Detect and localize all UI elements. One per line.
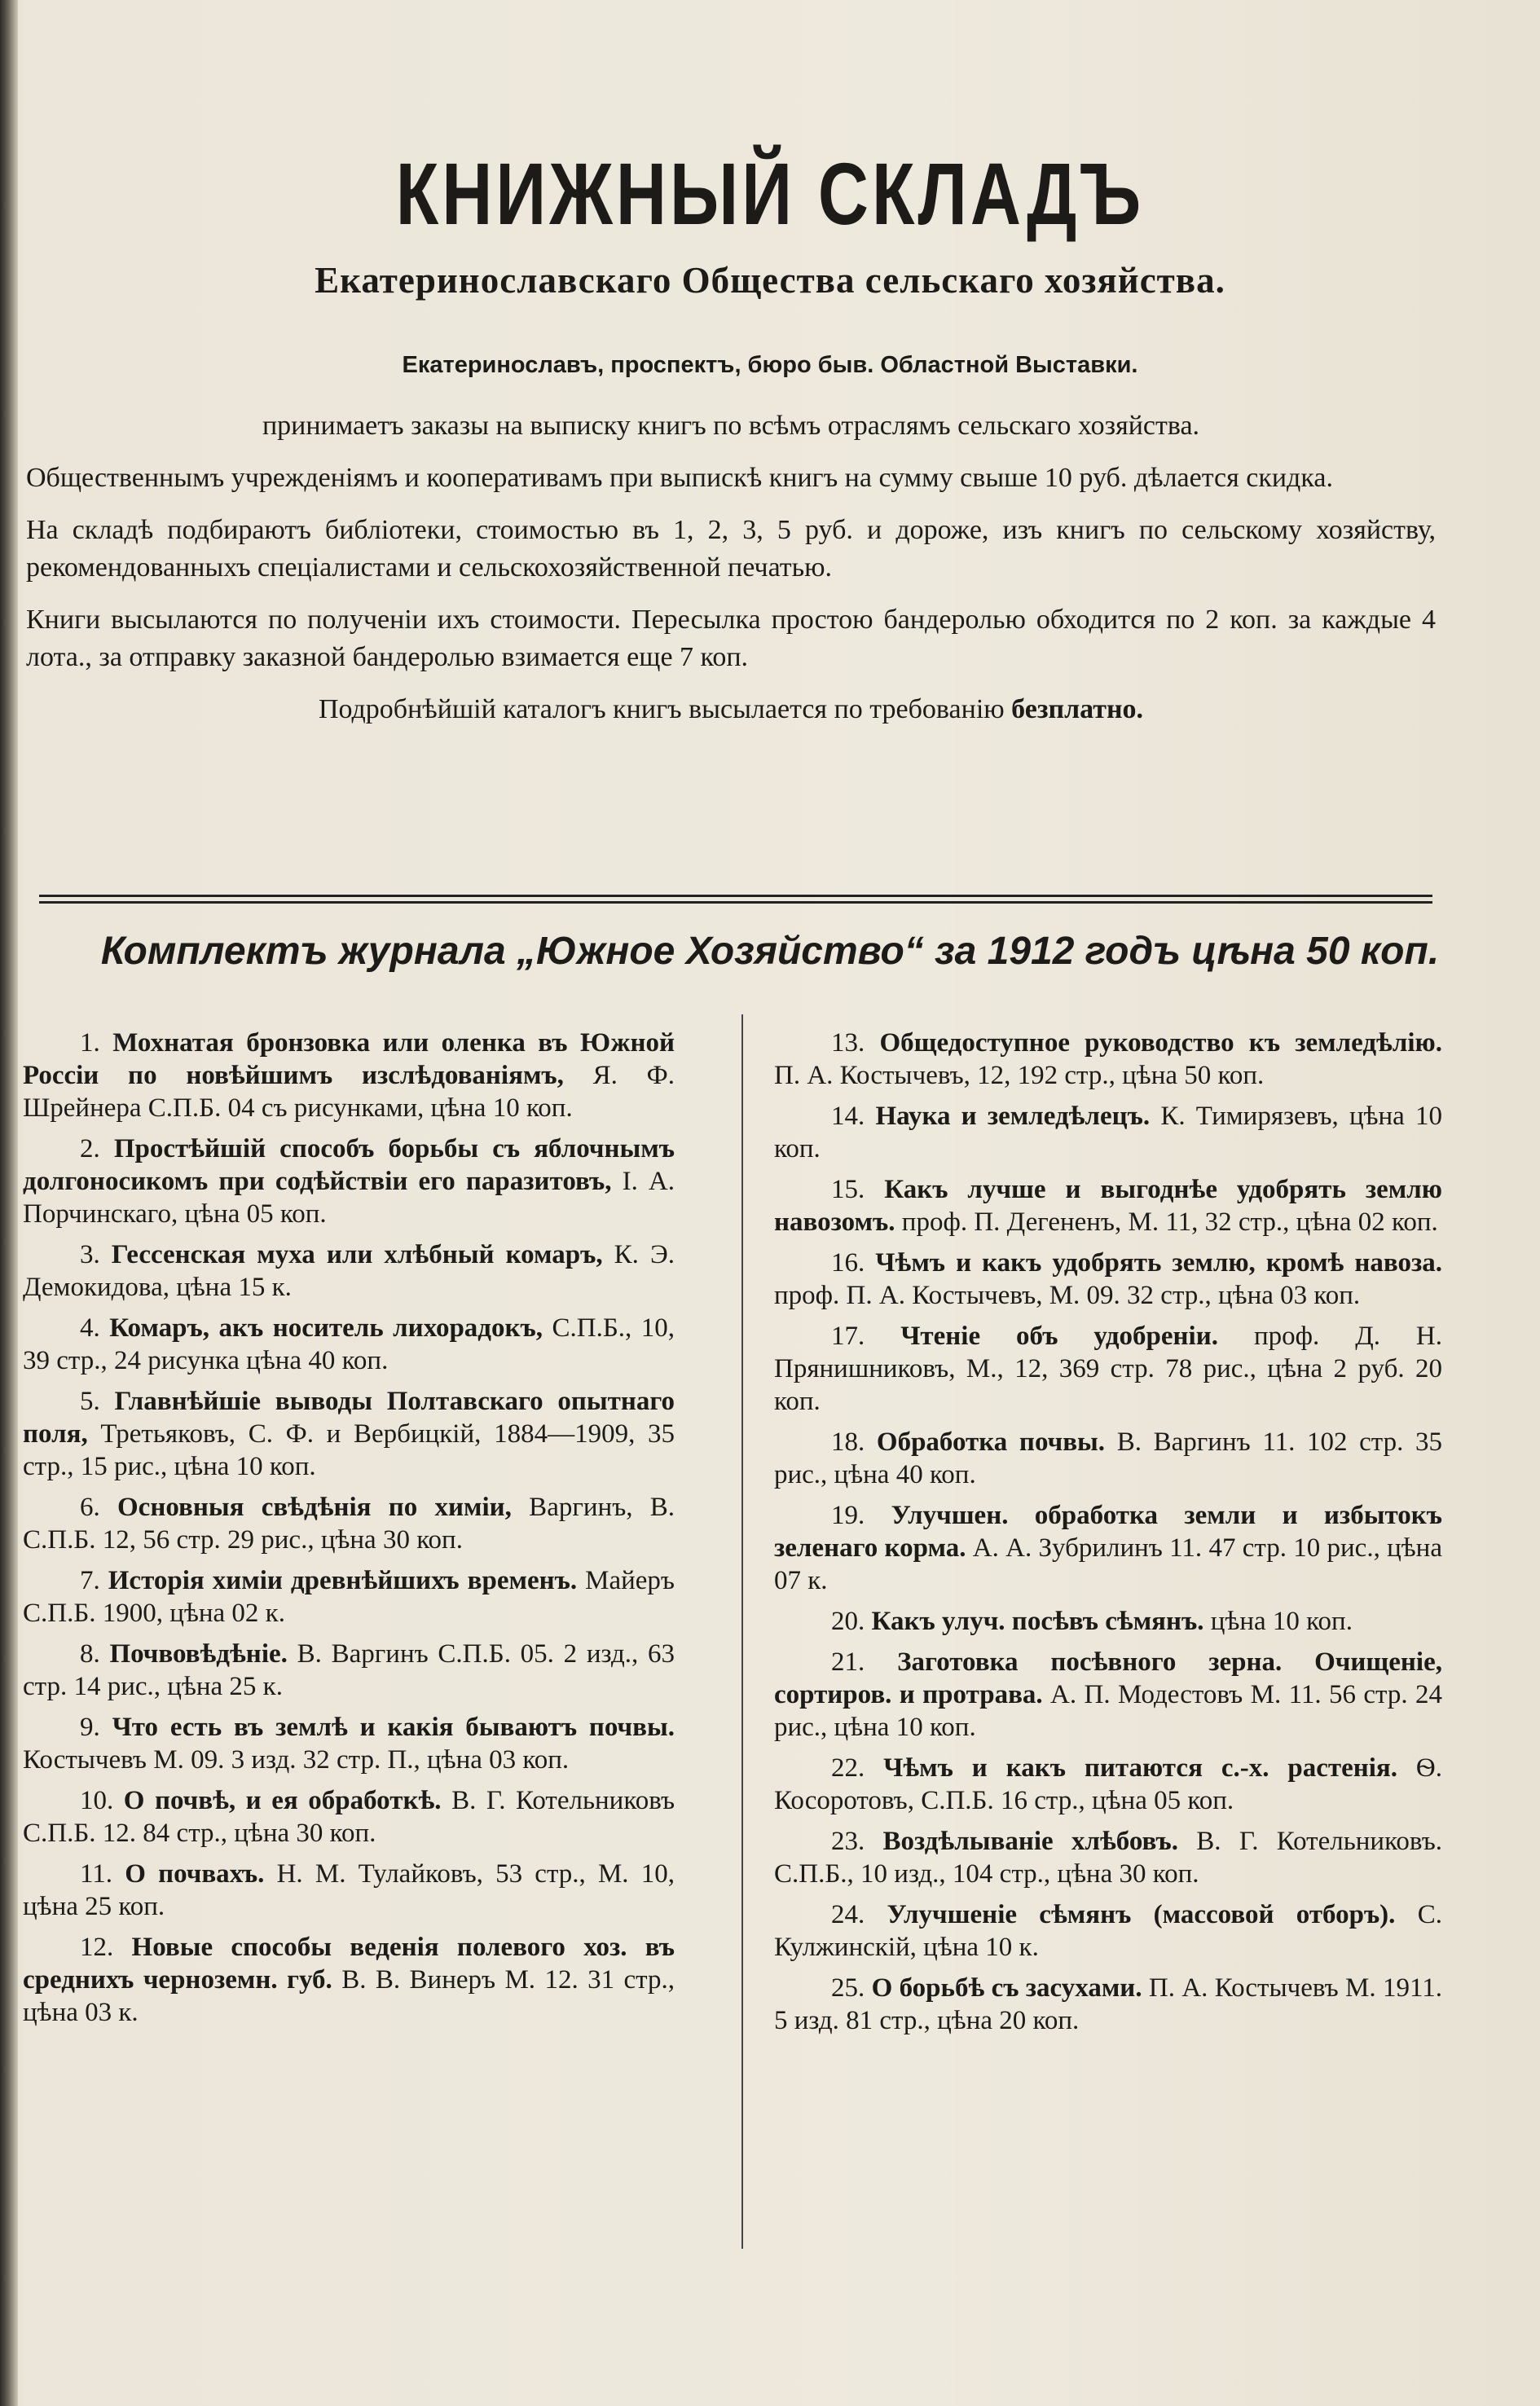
catalog-note-free: безплатно. — [1011, 694, 1144, 724]
book-title-text: О почвѣ, и ея обработкѣ. — [123, 1786, 442, 1815]
book-details: К. Э. Демокидова, цѣна 15 к. — [23, 1240, 675, 1302]
book-list-item — [23, 1238, 675, 1304]
book-number: 18. — [831, 1427, 877, 1457]
intro-text — [26, 407, 1436, 743]
book-details: В. Варгинъ С.П.Б. 05. 2 изд., 63 стр. 14 рис., цѣна 25 к. — [23, 1639, 675, 1701]
book-details: Костычевъ М. 09. 3 изд. 32 стр. П., цѣна 03 коп. — [23, 1745, 570, 1775]
book-title — [774, 1322, 1218, 1351]
book-list-item — [23, 1027, 675, 1124]
book-number: 10. — [80, 1786, 124, 1815]
book-list-item — [774, 1972, 1442, 2037]
book-title-text: Почвовѣдѣніе. — [109, 1639, 288, 1669]
book-list-item — [23, 1931, 675, 2029]
book-list-item — [23, 1491, 675, 1556]
intro-paragraph-5 — [26, 691, 1436, 728]
book-title-text: О почвахъ. — [125, 1859, 265, 1889]
book-number: 6. — [80, 1493, 117, 1522]
book-list-item — [774, 1646, 1442, 1744]
book-list-item — [774, 1426, 1442, 1491]
book-details: С.П.Б., 10, 39 стр., 24 рисунка цѣна 40 коп. — [23, 1313, 675, 1375]
intro-paragraph-2: Общественнымъ учрежденіямъ и кооперативамъ при выпискѣ книгъ на сумму свыше 10 руб. дѣлается скидка. — [26, 463, 1333, 493]
book-title-text: Заготовка посѣвного зерна. Очищеніе, сортиров. и протрава. — [774, 1647, 1442, 1709]
book-title — [774, 1427, 1105, 1457]
book-title — [774, 1900, 1395, 1929]
book-number: 25. — [831, 1973, 872, 2003]
book-list-item — [774, 1605, 1442, 1638]
book-title-text: Комаръ, акъ носитель лихорадокъ, — [109, 1313, 543, 1343]
book-number: 16. — [831, 1248, 876, 1278]
book-title-text: Мохнатая бронзовка или оленка въ Южной Россіи по новѣйшимъ изслѣдованіямъ, — [23, 1028, 675, 1090]
book-number: 2. — [80, 1134, 114, 1163]
book-number: 17. — [831, 1322, 901, 1351]
book-details: В. Г. Котельниковъ С.П.Б. 12. 84 стр., цѣна 30 коп. — [23, 1786, 675, 1848]
book-list-item — [23, 1312, 675, 1377]
book-number: 3. — [80, 1240, 112, 1269]
book-details: Н. М. Тулайковъ, 53 стр., М. 10, цѣна 25 коп. — [23, 1859, 675, 1921]
book-number: 22. — [831, 1753, 884, 1783]
intro-paragraph-3: На складѣ подбираютъ библіотеки, стоимостью въ 1, 2, 3, 5 руб. и дороже, изъ книгъ по сельскому хозяйству, рекомендованныхъ спеціалистами и сельскохозяйственной печатью. — [26, 515, 1436, 583]
left-book-list — [23, 1027, 675, 2037]
book-number: 19. — [831, 1501, 891, 1530]
book-title — [774, 1028, 1442, 1058]
book-list-item — [23, 1564, 675, 1630]
book-title — [23, 1786, 442, 1815]
book-list-item — [23, 1638, 675, 1703]
book-title-text: Чтеніе объ удобреніи. — [900, 1322, 1218, 1351]
book-number: 20. — [831, 1607, 872, 1636]
book-details: І. А. Порчинскаго, цѣна 05 коп. — [23, 1167, 675, 1229]
book-list-item — [23, 1133, 675, 1230]
book-title — [23, 1639, 288, 1669]
book-number: 1. — [80, 1028, 113, 1058]
book-number: 24. — [831, 1900, 887, 1929]
book-number: 14. — [831, 1102, 876, 1131]
book-number: 13. — [831, 1028, 880, 1058]
book-title — [23, 1493, 512, 1522]
book-details: В. Варгинъ 11. 102 стр. 35 рис., цѣна 40 коп. — [774, 1427, 1443, 1489]
book-list-item — [774, 1752, 1442, 1817]
book-details: П. А. Костычевъ М. 1911. 5 изд. 81 стр., цѣна 20 коп. — [774, 1973, 1442, 2035]
page-title: КНИЖНЫЙ СКЛАДЪ — [395, 145, 1145, 244]
book-details: проф. П. А. Костычевъ, М. 09. 32 стр., цѣна 03 коп. — [774, 1281, 1361, 1310]
book-details: С. Кулжинскій, цѣна 10 к. — [774, 1900, 1442, 1962]
book-number: 5. — [80, 1387, 115, 1416]
book-details: цѣна 10 коп. — [1203, 1607, 1353, 1636]
book-title — [774, 1607, 1204, 1636]
book-details: А. П. Модестовъ М. 11. 56 стр. 24 рис., цѣна 10 коп. — [774, 1680, 1442, 1742]
book-details: Ѳ. Косоротовъ, С.П.Б. 16 стр., цѣна 05 коп. — [774, 1753, 1442, 1815]
book-number: 23. — [831, 1827, 883, 1856]
book-title — [23, 1240, 603, 1269]
book-list-item — [774, 1898, 1442, 1964]
book-list-item — [774, 1100, 1442, 1165]
book-list-item — [23, 1858, 675, 1923]
book-number: 9. — [80, 1713, 112, 1742]
book-details: В. В. Винеръ М. 12. 31 стр., цѣна 03 к. — [23, 1965, 675, 2027]
address-line: Екатеринославъ, проспектъ, бюро быв. Областной Выставки. — [402, 352, 1138, 378]
book-title-text: Воздѣлываніе хлѣбовъ. — [882, 1827, 1178, 1856]
book-title-text: Обработка почвы. — [876, 1427, 1106, 1457]
book-title-text: О борьбѣ съ засухами. — [871, 1973, 1142, 2003]
book-list-item — [23, 1385, 675, 1483]
book-number: 7. — [80, 1566, 108, 1595]
book-number: 21. — [831, 1647, 898, 1677]
book-number: 11. — [80, 1859, 125, 1889]
book-title — [774, 1248, 1442, 1278]
right-book-list — [774, 1027, 1442, 2045]
book-list-item — [23, 1784, 675, 1850]
book-title-text: Что есть въ землѣ и какія бываютъ почвы. — [112, 1713, 675, 1742]
book-details: В. Г. Котельниковъ. С.П.Б., 10 изд., 104 стр., цѣна 30 коп. — [774, 1827, 1443, 1889]
book-title — [774, 1827, 1178, 1856]
book-title-text: Чѣмъ и какъ удобрять землю, кромѣ навоза. — [875, 1248, 1443, 1278]
book-details: П. А. Костычевъ, 12, 192 стр., цѣна 50 коп. — [774, 1061, 1265, 1090]
book-details: проф. П. Дегененъ, М. 11, 32 стр., цѣна 02 коп. — [895, 1207, 1438, 1237]
book-title-text: Гессенская муха или хлѣбный комаръ, — [111, 1240, 603, 1269]
book-list-item — [774, 1173, 1442, 1238]
book-details: Я. Ф. Шрейнера С.П.Б. 04 съ рисунками, цѣна 10 коп. — [23, 1061, 675, 1123]
book-details: А. А. Зубрилинъ 11. 47 стр. 10 рис., цѣна 07 к. — [774, 1533, 1442, 1595]
book-title — [23, 1566, 577, 1595]
section-rule-top — [39, 895, 1432, 897]
book-title-text: Наука и земледѣлецъ. — [875, 1102, 1151, 1131]
book-list-item — [774, 1499, 1442, 1597]
catalog-note: Подробнѣйшій каталогъ книгъ высылается по требованію — [318, 694, 1005, 724]
book-title-text: Простѣйшій способъ борьбы съ яблочнымъ долгоносикомъ при содѣйствіи его паразитовъ, — [23, 1134, 675, 1196]
book-details: Третьяковъ, С. Ф. и Вербицкій, 1884—1909, 35 стр., 15 рис., цѣна 10 коп. — [23, 1419, 675, 1481]
book-title-text: Новые способы веденія полевого хоз. въ среднихъ черноземн. губ. — [23, 1933, 675, 1995]
section-heading: Комплектъ журнала „Южное Хозяйство“ за 1912 годъ цѣна 50 коп. — [100, 930, 1440, 973]
book-number: 4. — [80, 1313, 110, 1343]
intro-paragraph-1: принимаетъ заказы на выписку книгъ по всѣмъ отраслямъ сельскаго хозяйства. — [262, 411, 1200, 441]
book-number: 8. — [80, 1639, 110, 1669]
book-title-text: Какъ лучше и выгоднѣе удобрять землю навозомъ. — [774, 1175, 1442, 1237]
column-divider — [741, 1014, 743, 2249]
book-number: 12. — [80, 1933, 132, 1962]
book-list-item — [774, 1247, 1442, 1312]
book-title-text: Исторія химіи древнѣйшихъ временъ. — [108, 1566, 578, 1595]
book-title-text: Главнѣйшіе выводы Полтавскаго опытнаго поля, — [23, 1387, 675, 1449]
book-title-text: Какъ улуч. посѣвъ сѣмянъ. — [871, 1607, 1204, 1636]
book-list-item — [774, 1825, 1442, 1890]
intro-paragraph-4: Книги высылаются по полученіи ихъ стоимости. Пересылка простою бандеролью обходится по 2 коп. за каждые 4 лота., за отправку заказной бандеролью взимается еще 7 коп. — [26, 605, 1436, 672]
section-rule-bottom — [39, 901, 1432, 904]
book-number: 15. — [831, 1175, 885, 1204]
book-title — [774, 1753, 1397, 1783]
book-details: Варгинъ, В. С.П.Б. 12, 56 стр. 29 рис., цѣна 30 коп. — [23, 1493, 675, 1555]
book-title-text: Улучшеніе сѣмянъ (массовой отборъ). — [887, 1900, 1396, 1929]
book-details: Майеръ С.П.Б. 1900, цѣна 02 к. — [23, 1566, 675, 1628]
book-title — [23, 1713, 675, 1742]
book-title — [774, 1973, 1142, 2003]
book-details: проф. Д. Н. Прянишниковъ, М., 12, 369 стр. 78 рис., цѣна 2 руб. 20 коп. — [774, 1322, 1442, 1416]
book-title-text: Общедоступное руководство къ земледѣлію. — [879, 1028, 1442, 1058]
page-subtitle: Екатеринославскаго Общества сельскаго хозяйства. — [315, 260, 1225, 301]
book-list-item — [23, 1711, 675, 1776]
book-title-text: Основныя свѣдѣнія по химіи, — [117, 1493, 512, 1522]
book-list-item — [774, 1027, 1442, 1092]
book-list-item — [774, 1320, 1442, 1418]
book-title — [23, 1859, 264, 1889]
book-details: К. Тимирязевъ, цѣна 10 коп. — [774, 1102, 1443, 1163]
book-title-text: Чѣмъ и какъ питаются с.-х. растенія. — [883, 1753, 1397, 1783]
book-title-text: Улучшен. обработка земли и избытокъ зеленаго корма. — [774, 1501, 1442, 1563]
book-title — [774, 1102, 1150, 1131]
book-title — [23, 1313, 543, 1343]
book-title — [23, 1134, 675, 1196]
